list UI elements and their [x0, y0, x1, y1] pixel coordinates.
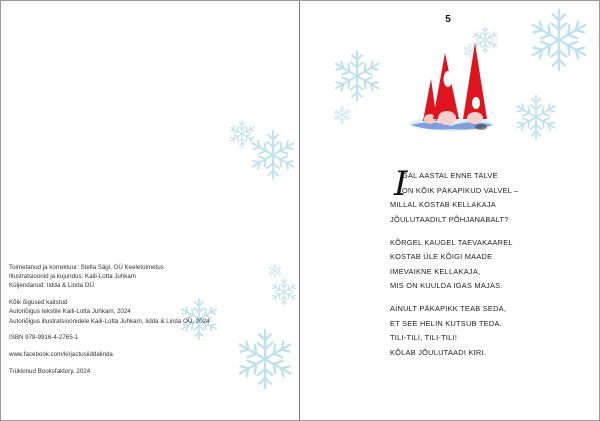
snowflake-icon — [330, 49, 384, 103]
facebook-link: www.facebook.com/kirjactusiiddalinda — [9, 350, 113, 358]
poem-line: KÕRGEL KAUGEL TAEVAKAAREL — [390, 237, 513, 247]
snowflake-icon — [247, 129, 299, 181]
poem-line: ON KÕIK PÄKAPIKUD VALVEL – — [402, 185, 519, 195]
poem-line: IMEVAIKNE KELLAKAJA, — [390, 266, 481, 276]
poem-line: TILI-TILI, TILI-TILI! — [390, 333, 458, 342]
poem-line: KOSTAB ÜLE KÕIGI MAADE — [390, 252, 493, 261]
imprint-line: Illustratsioonid ja kujundus: Kaili-Lotta Juhkam — [9, 273, 136, 281]
imprint-line: Autoriõigus tekstile Kaili-Lotta Juhkam, 2024 — [9, 308, 131, 316]
left-page — [1, 1, 299, 420]
isbn: ISBN 978-9916-4-2765-1 — [9, 334, 79, 342]
poem — [390, 164, 590, 360]
imprint-block — [9, 263, 279, 376]
poem-line: MILLAL KOSTAB KELLAKAJA — [390, 200, 496, 209]
poem-line: KÕLAB JÕULUTAADI KIRI. — [390, 347, 487, 357]
imprint-line: Kõik õigused kaitstud — [9, 299, 68, 307]
poem-line: GAL AASTAL ENNE TALVE — [402, 171, 498, 180]
imprint-line: Toimetanud ja korrektuur: Stella Sägi, OÜ Keeletoimetus — [9, 264, 164, 271]
drop-cap: I — [394, 164, 408, 204]
imprint-line: Küljendanud: Iidda & Linda OÜ — [9, 282, 94, 290]
gnomes-illustration — [403, 39, 503, 139]
poem-line: AINULT PÄKAPIKK TEAB SEDA, — [390, 304, 507, 313]
snowflake-icon — [332, 105, 352, 125]
snowflake-icon — [512, 93, 560, 141]
poem-line: ET SEE HELIN KUTSUB TEDA. — [390, 318, 502, 328]
printer-line: Trükkinud Booksfaktory, 2024 — [9, 367, 91, 375]
right-page — [300, 1, 599, 420]
poem-line: JÕULUTAADILT PÕHJANABALT? — [390, 214, 509, 224]
poem-line: MIS ON KUULDA IGAS MAJAS. — [390, 281, 503, 290]
imprint-line: Autoriõigus illustratsioonidele Kaili-Lotta Juhkam, Iidda & Linda OÜ, 2024 — [9, 317, 210, 325]
page-number: 5 — [445, 14, 451, 25]
snowflake-icon — [526, 7, 592, 73]
